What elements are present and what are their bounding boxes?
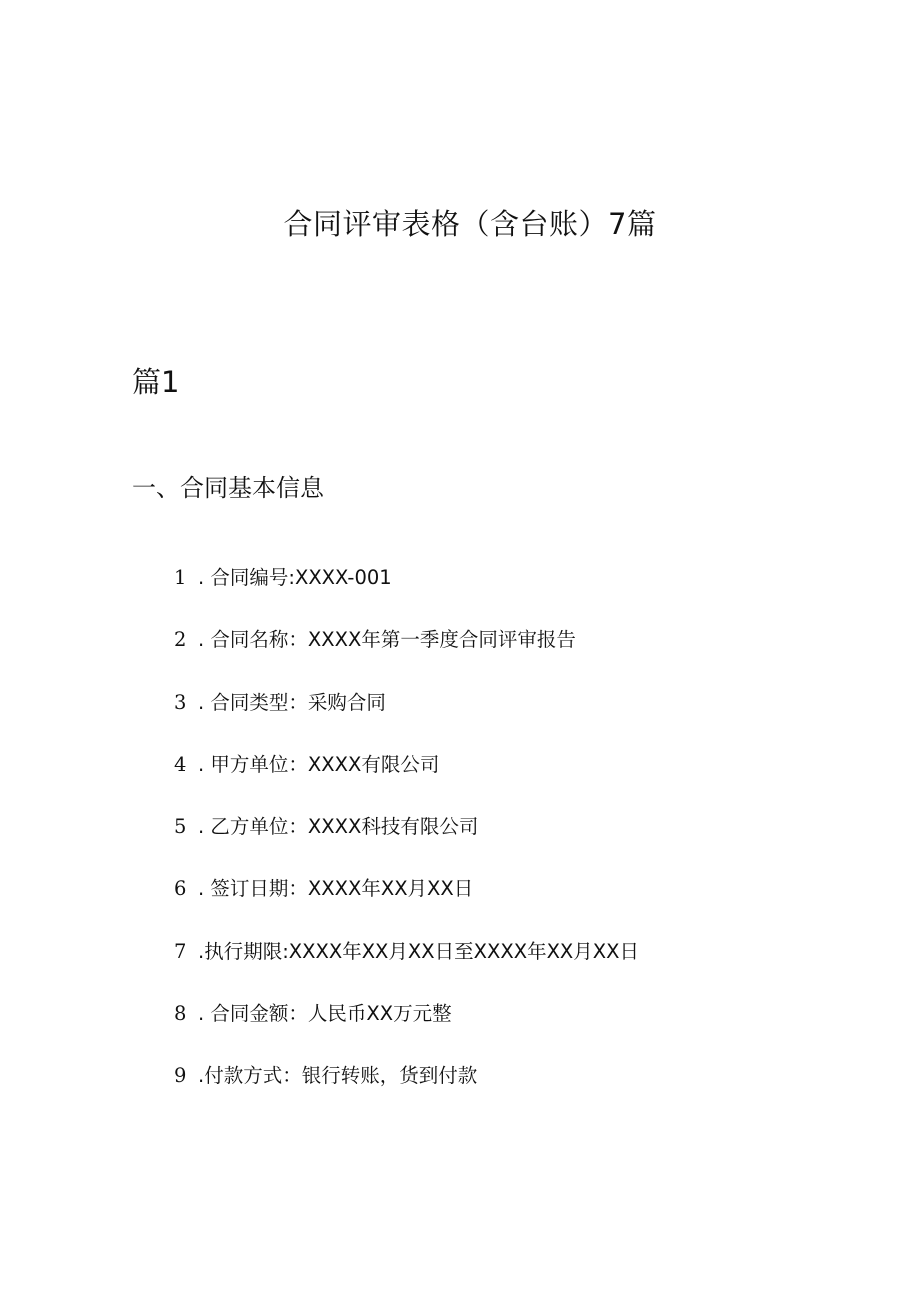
item-text: . 合同编号:XXXX-001: [198, 566, 392, 589]
item-number: 5: [174, 815, 187, 839]
item-text: . 乙方单位：XXXX科技有限公司: [198, 815, 479, 839]
list-item: [174, 936, 639, 998]
list-item: [174, 624, 639, 686]
item-number: 1: [174, 566, 187, 589]
list-item: [174, 811, 639, 873]
item-number: 3: [174, 690, 187, 714]
item-number: 2: [174, 628, 187, 652]
list-item: [174, 873, 639, 935]
item-text: .执行期限:XXXX年XX月XX日至XXXX年XX月XX日: [198, 939, 640, 963]
part-heading: 篇1: [132, 365, 180, 399]
list-item: [174, 1060, 639, 1122]
item-text: . 签订日期：XXXX年XX月XX日: [198, 877, 474, 901]
item-text: . 合同金额：人民币XX万元整: [198, 1002, 452, 1026]
section-heading: 一、合同基本信息: [132, 474, 324, 502]
item-number: 7: [174, 939, 187, 963]
item-text: .付款方式：银行转账，货到付款: [198, 1064, 478, 1088]
item-number: 9: [174, 1064, 187, 1088]
contract-info-list: [174, 562, 639, 1123]
list-item: [174, 749, 639, 811]
item-text: . 合同名称：XXXX年第一季度合同评审报告: [198, 628, 576, 652]
item-text: . 合同类型：采购合同: [198, 690, 386, 714]
list-item: [174, 687, 639, 749]
list-item: [174, 998, 639, 1060]
item-number: 8: [174, 1002, 187, 1026]
item-text: . 甲方单位：XXXX有限公司: [198, 752, 440, 776]
item-number: 4: [174, 752, 187, 776]
list-item: [174, 562, 639, 624]
item-number: 6: [174, 877, 187, 901]
document-title: 合同评审表格（含台账）7篇: [283, 207, 657, 241]
